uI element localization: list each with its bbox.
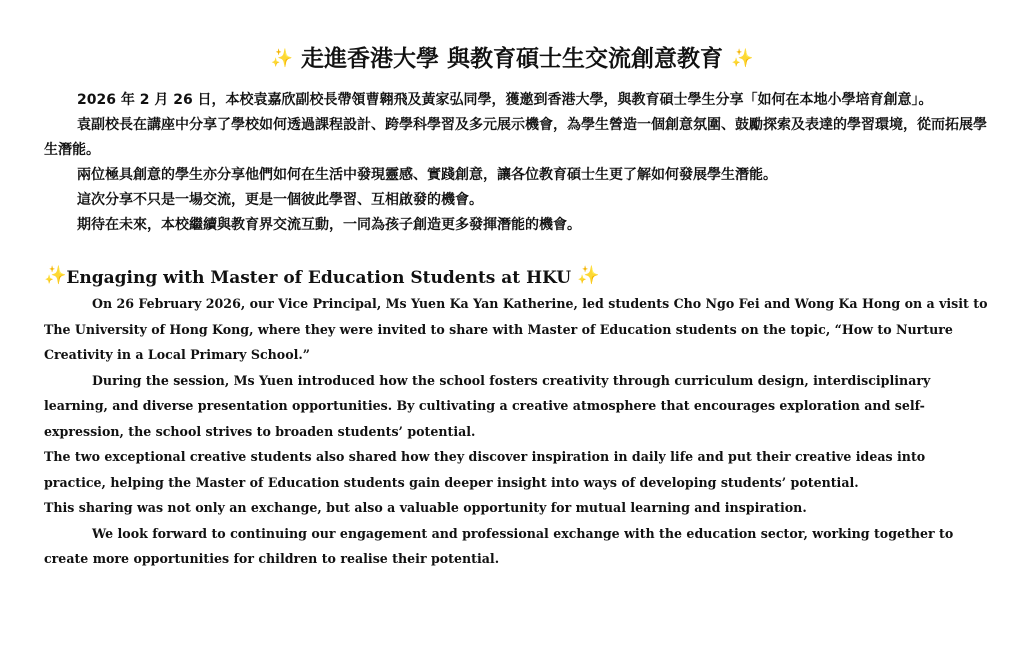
en-paragraph: This sharing was not only an exchange, but also a valuable opportunity for mutual learning and inspiration. [44, 500, 807, 515]
sparkle-icon: ✨ [44, 265, 67, 286]
en-paragraph: The two exceptional creative students also shared how they discover inspiration in daily life and put their creative ideas into practice, helping the Master of Education students gain deeper insight into ways of developing students’ potential. [44, 449, 926, 490]
english-article [44, 291, 988, 572]
zh-paragraph: 期待在未來，本校繼續與教育界交流互動，一同為孩子創造更多發揮潛能的機會。 [77, 217, 581, 233]
zh-paragraph: 兩位極具創意的學生亦分享他們如何在生活中發現靈感、實踐創意，讓各位教育碩士生更了解如何發展學生潛能。 [77, 167, 777, 183]
page-title [0, 42, 1024, 76]
zh-paragraph: 這次分享不只是一場交流，更是一個彼此學習、互相啟發的機會。 [77, 192, 483, 208]
zh-paragraph: 袁副校長在講座中分享了學校如何透過課程設計、跨學科學習及多元展示機會，為學生營造一個創意氛圍、鼓勵探索及表達的學習環境，從而拓展學生潛能。 [44, 117, 987, 158]
sparkle-icon: ✨ [577, 265, 600, 286]
sparkle-icon: ✨ [270, 48, 293, 69]
en-paragraph: On 26 February 2026, our Vice Principal, Ms Yuen Ka Yan Katherine, led students Cho Ngo Fei and Wong Ka Hong on a visit to The University of Hong Kong, where they were invited to share with Master of Education students on the topic, “How to Nurture Creativity in a Local Primary School.” [44, 296, 988, 362]
en-paragraph: During the session, Ms Yuen introduced how the school fosters creativity through curriculum design, interdisciplinary learning, and diverse presentation opportunities. By cultivating a creative atmosphere that encourages exploration and self-expression, the school strives to broaden students’ potential. [44, 372, 931, 439]
en-paragraph: We look forward to continuing our engagement and professional exchange with the education sector, working together to create more opportunities for children to realise their potential. [44, 525, 954, 566]
english-heading [44, 262, 988, 292]
sparkle-icon: ✨ [731, 48, 754, 69]
chinese-article [44, 88, 988, 238]
english-heading-text: Engaging with Master of Education Students at HKU [66, 268, 572, 288]
zh-paragraph: 2026 年 2 月 26 日，本校袁嘉欣副校長帶領曹翱飛及黃家弘同學，獲邀到香港大學，與教育碩士學生分享「如何在本地小學培育創意」。 [77, 92, 933, 108]
page-title-text: 走進香港大學 與教育碩士生交流創意教育 [300, 46, 723, 72]
